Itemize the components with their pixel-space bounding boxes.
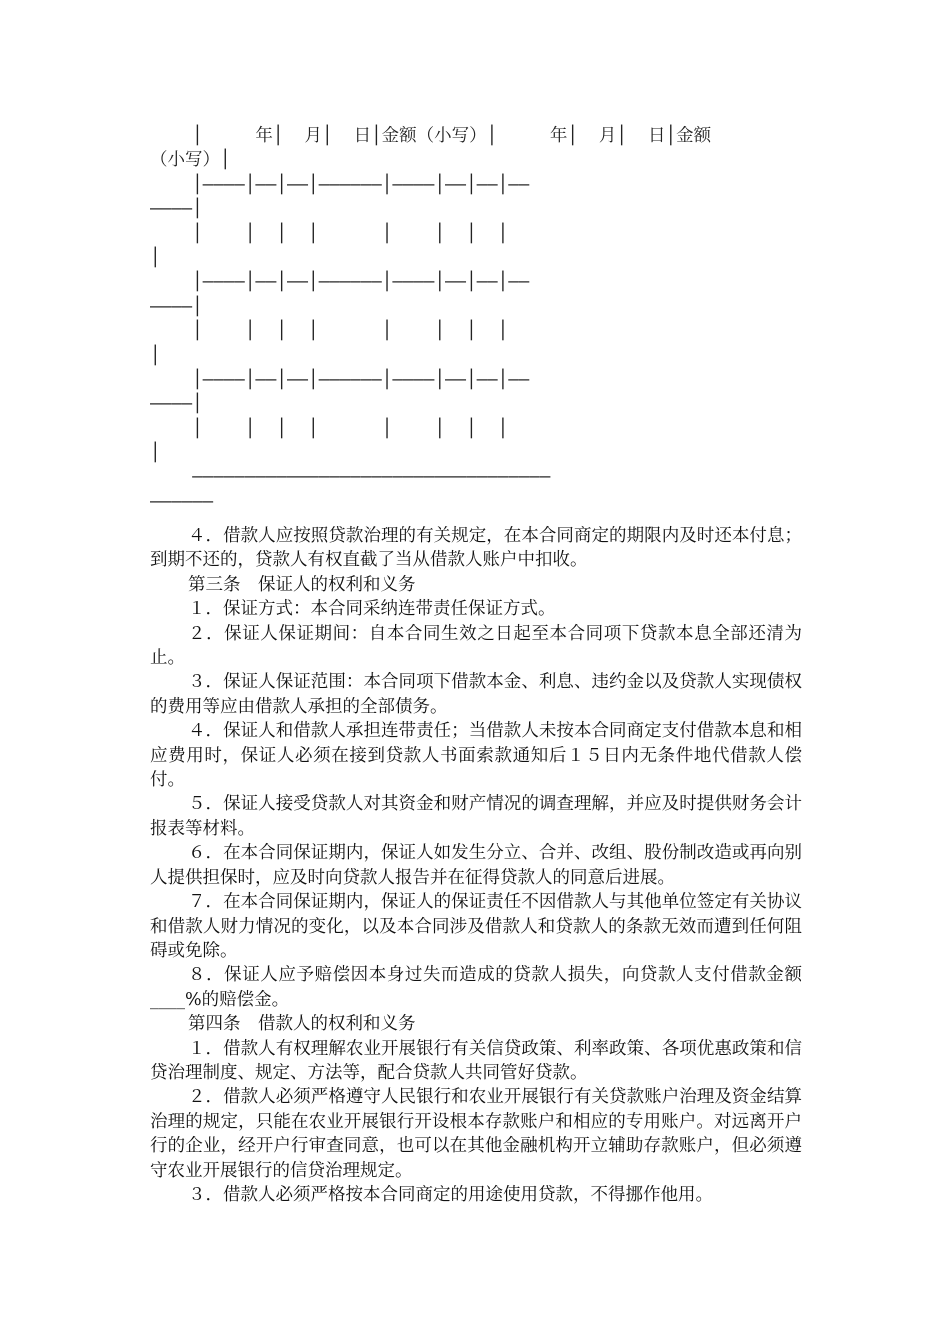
table-line: │————│——│——│——————│————│——│——│—— bbox=[150, 174, 530, 195]
article-title: 第三条 保证人的权利和义务 bbox=[188, 574, 416, 595]
table-line: │ │ │ │ │ │ │ │ bbox=[150, 321, 509, 342]
clause-paragraph: ７．在本合同保证期内，保证人的保证责任不因借款人与其他单位签定有关协议和借款人财力情况的变化，以及本合同涉及借款人和贷款人的条款无效而遭到任何阻碍或免除。 bbox=[150, 892, 802, 961]
table-line: │————│——│——│——————│————│——│——│—— bbox=[150, 272, 530, 293]
clause-paragraph: ５．保证人接受贷款人对其资金和财产情况的调查理解，并应及时提供财务会计报表等材料。 bbox=[150, 794, 802, 839]
clause-paragraph: ３．保证人保证范围：本合同项下借款本金、利息、违约金以及贷款人实现债权的费用等应由借款人承担的全部债务。 bbox=[150, 672, 802, 717]
table-line: │ bbox=[150, 345, 161, 366]
table-line: —————— bbox=[150, 491, 214, 512]
clause-paragraph: ６．在本合同保证期内，保证人如发生分立、合并、改组、股份制改造或再向别人提供担保时，应及时向贷款人报告并在征得贷款人的同意后进展。 bbox=[150, 843, 802, 888]
article-title: 第四条 借款人的权利和义务 bbox=[188, 1014, 416, 1035]
table-line: —————————————————————————————————— bbox=[150, 467, 551, 488]
table-line: │ │ │ │ │ │ │ │ bbox=[150, 223, 509, 244]
table-line: ————│ bbox=[150, 394, 203, 415]
clause-paragraph: １．保证方式：本合同采纳连带责任保证方式。 bbox=[188, 599, 556, 620]
table-line: │ │ │ │ │ │ │ │ bbox=[150, 418, 509, 439]
clause-paragraph: ２．借款人必须严格遵守人民银行和农业开展银行有关贷款账户治理及资金结算治理的规定，只能在农业开展银行开设根本存款账户和相应的专用账户。对远离开户行的企业，经开户行审查同意，也可以在其他金融机构开立辅助存款账户，但必须遵守农业开展银行的信贷治理规定。 bbox=[150, 1087, 802, 1181]
clause-paragraph: ４．借款人应按照贷款治理的有关规定，在本合同商定的期限内及时还本付息；到期不还的，贷款人有权直截了当从借款人账户中扣收。 bbox=[150, 526, 802, 571]
table-line: （小写）│ bbox=[150, 150, 231, 171]
clause-paragraph: ４．保证人和借款人承担连带责任；当借款人未按本合同商定支付借款本息和相应费用时，保证人必须在接到贷款人书面索款通知后１５日内无条件地代借款人偿付。 bbox=[150, 721, 802, 791]
contract-text bbox=[150, 524, 802, 1207]
clause-paragraph: ８．保证人应予赔偿因本身过失而造成的贷款人损失，向贷款人支付借款金额____%的赔偿金。 bbox=[150, 965, 802, 1010]
clause-paragraph: ２．保证人保证期间：自本合同生效之日起至本合同项下贷款本息全部还清为止。 bbox=[150, 623, 802, 669]
table-line: │ bbox=[150, 247, 161, 268]
repayment-table bbox=[150, 124, 810, 514]
clause-paragraph: １．借款人有权理解农业开展银行有关信贷政策、利率政策、各项优惠政策和信贷治理制度、规定、方法等，配合贷款人共同管好贷款。 bbox=[150, 1038, 802, 1083]
table-line: ————│ bbox=[150, 199, 203, 220]
clause-paragraph: ３．借款人必须严格按本合同商定的用途使用贷款，不得挪作他用。 bbox=[188, 1184, 713, 1205]
table-line: ————│ bbox=[150, 296, 203, 317]
table-line: │————│——│——│——————│————│——│——│—— bbox=[150, 369, 530, 390]
table-line: │ bbox=[150, 443, 161, 464]
table-line: │ 年│ 月│ 日│金额（小写）│ 年│ 月│ 日│金额 bbox=[150, 126, 712, 146]
